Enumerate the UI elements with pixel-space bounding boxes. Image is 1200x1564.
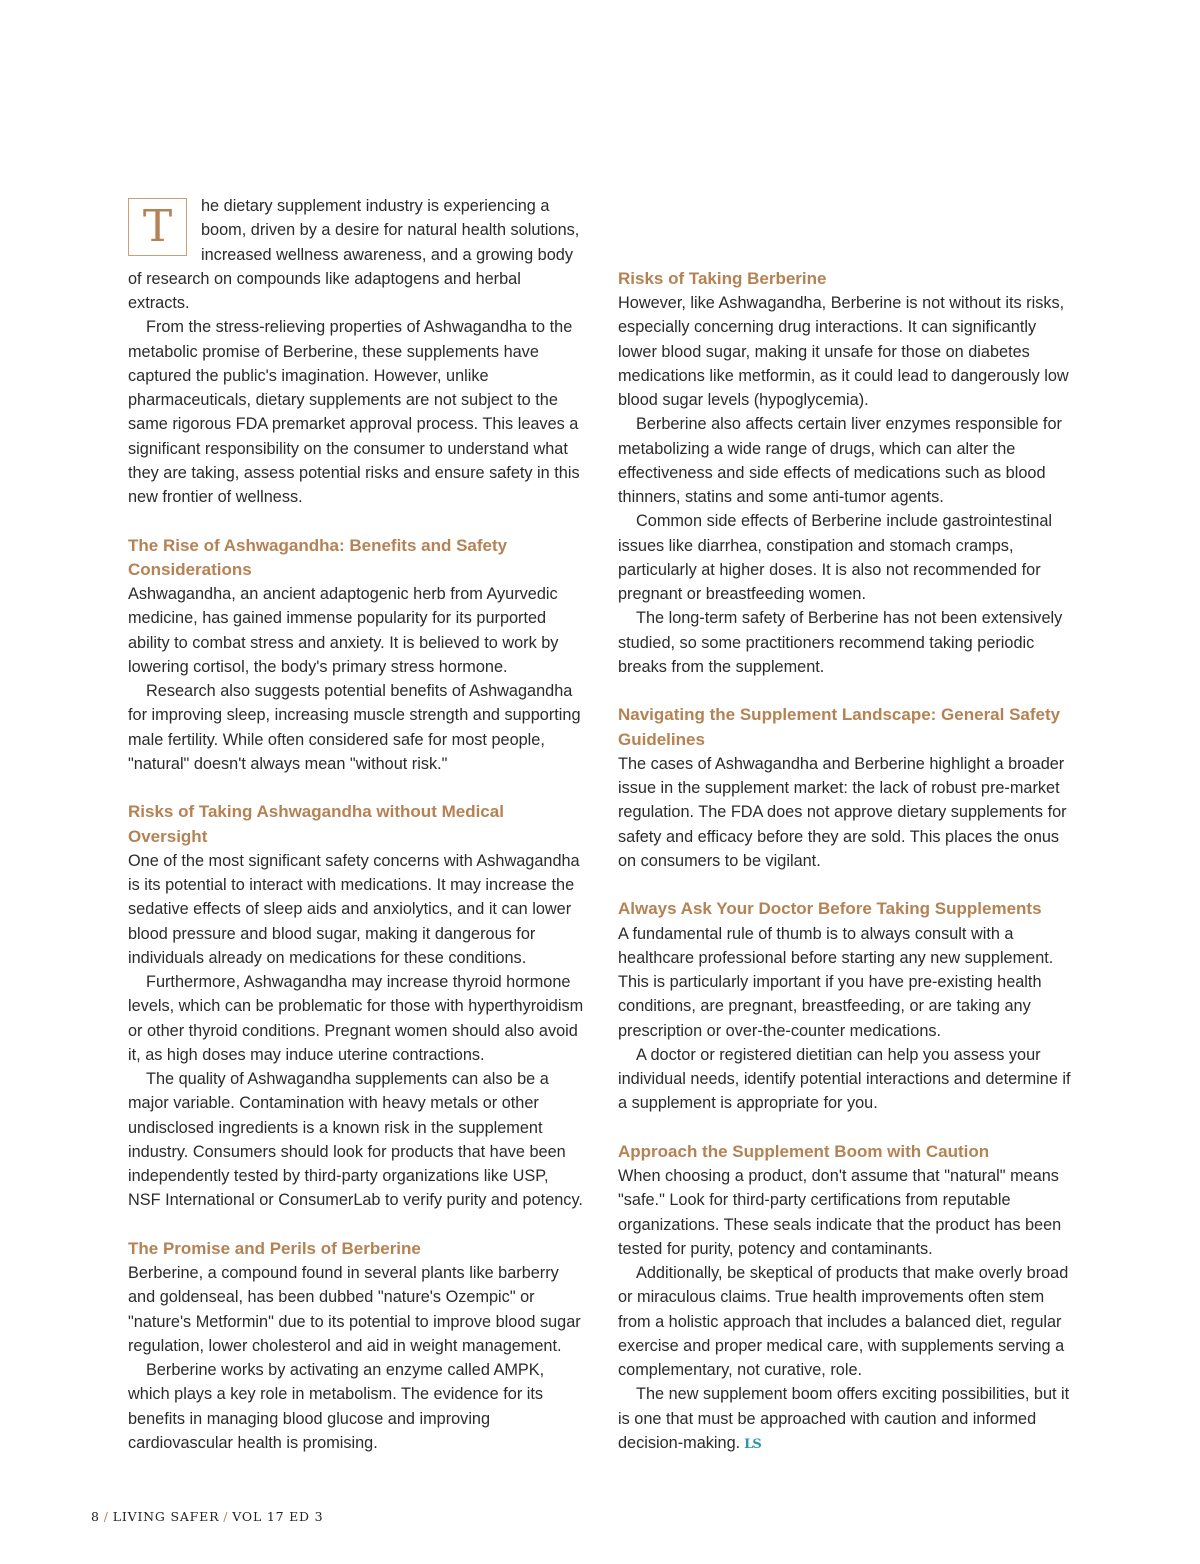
berberine-paragraph-2: Berberine works by activating an enzyme called AMPK, which plays a key role in metabolism. The evidence for its benefits in managing blood glucose and improving cardiovascular health is promising. [128, 1361, 545, 1452]
ashwagandha-risks-paragraph-3: The quality of Ashwagandha supplements can also be a major variable. Contamination with heavy metals or other undisclosed ingredients is a known risk in the supplement industry. Consumers should look for products that have been independently tested by third-party organizations like USP, NSF International or ConsumerLab to verify purity and potency. [128, 1070, 583, 1210]
section-heading-rise: The Rise of Ashwagandha: Benefits and Safety Considerations [128, 535, 508, 579]
berberine-risks-paragraph-3: Common side effects of Berberine include gastrointestinal issues like diarrhea, constipation and stomach cramps, particularly at higher doses. It is also not recommended for pregnant or breastfeeding women. [618, 512, 1052, 603]
berberine-risks-paragraph-1: However, like Ashwagandha, Berberine is not without its risks, especially concerning drug interactions. It can significantly lower blood sugar, making it unsafe for those on diabetes medications like metformin, as it could lead to dangerously low blood sugar levels (hypoglycemia). [618, 294, 1069, 409]
caution-paragraph-1: When choosing a product, don't assume that "natural" means "safe." Look for third-party certifications from reputable organizations. These seals indicate that the product has been tested for purity, potency and contaminants. [618, 1167, 1062, 1258]
section-heading-doctor: Always Ask Your Doctor Before Taking Supplements [618, 899, 1042, 919]
section-heading-berberine-risks: Risks of Taking Berberine [618, 268, 827, 288]
intro-paragraph-1: he dietary supplement industry is experiencing a boom, driven by a desire for natural health solutions, increased wellness awareness, and a growing body of research on compounds like adaptogens and herbal extracts. [128, 197, 580, 312]
berberine-paragraph-1: Berberine, a compound found in several plants like barberry and goldenseal, has been dubbed "nature's Ozempic" or "nature's Metformin" due to its potential to improve blood sugar regulation, lower cholesterol and aid in weight management. [128, 1264, 581, 1355]
navigating-paragraph-1: The cases of Ashwagandha and Berberine highlight a broader issue in the supplement market: the lack of robust pre-market regulation. The FDA does not approve dietary supplements for safety and efficacy before they are sold. This places the onus on consumers to be vigilant. [618, 754, 1067, 870]
end-mark-logo: LS [744, 1436, 761, 1452]
footer-separator: / [223, 1509, 229, 1524]
doctor-paragraph-1: A fundamental rule of thumb is to always consult with a healthcare professional before starting any new supplement. This is particularly important if you have pre-existing health conditions, are pregnant, breastfeeding, or are taking any prescription or over-the-counter medications. [618, 924, 1054, 1040]
ashwagandha-risks-paragraph-1: One of the most significant safety concerns with Ashwagandha is its potential to interact with medications. It may increase the sedative effects of sleep aids and anxiolytics, and it can lower blood pressure and blood sugar, making it dangerous for individuals already on medications for these conditions. [128, 851, 580, 967]
section-heading-berberine: The Promise and Perils of Berberine [128, 1238, 421, 1258]
left-column [128, 194, 584, 1455]
footer-separator: / [103, 1509, 109, 1524]
rise-paragraph-1: Ashwagandha, an ancient adaptogenic herb from Ayurvedic medicine, has gained immense popularity for its purported ability to combat stress and anxiety. It is believed to work by lowering cortisol, the body's primary stress hormone. [128, 585, 559, 676]
rise-paragraph-2: Research also suggests potential benefits of Ashwagandha for improving sleep, increasing muscle strength and supporting male fertility. While often considered safe for most people, "natural" doesn't always mean "without risk." [128, 682, 581, 773]
publication-name: LIVING SAFER [112, 1509, 220, 1524]
issue-label: VOL 17 ED 3 [232, 1509, 324, 1524]
right-column [618, 194, 1074, 1457]
section-heading-ashwagandha-risks: Risks of Taking Ashwagandha without Medical Oversight [128, 802, 504, 846]
berberine-risks-paragraph-2: Berberine also affects certain liver enzymes responsible for metabolizing a wide range of drugs, which can alter the effectiveness and side effects of medications such as blood thinners, statins and some anti-tumor agents. [618, 415, 1062, 506]
page-footer [91, 1509, 323, 1524]
berberine-risks-paragraph-4: The long-term safety of Berberine has not been extensively studied, so some practitioners recommend taking periodic breaks from the supplement. [618, 609, 1063, 676]
drop-cap: T [128, 198, 187, 256]
caution-paragraph-3 [618, 1382, 1074, 1457]
section-heading-navigating: Navigating the Supplement Landscape: General Safety Guidelines [618, 705, 1061, 749]
ashwagandha-risks-paragraph-2: Furthermore, Ashwagandha may increase thyroid hormone levels, which can be problematic for those with hyperthyroidism or other thyroid conditions. Pregnant women should also avoid it, as high doses may induce uterine contractions. [128, 973, 584, 1064]
page-number: 8 [91, 1509, 100, 1524]
caution-paragraph-2: Additionally, be skeptical of products that make overly broad or miraculous claims. True health improvements often stem from a holistic approach that includes a balanced diet, regular exercise and proper medical care, with supplements serving a complementary, not curative, role. [618, 1264, 1069, 1379]
caution-paragraph-3-text: The new supplement boom offers exciting possibilities, but it is one that must be approached with caution and informed decision-making. [618, 1385, 1070, 1452]
doctor-paragraph-2: A doctor or registered dietitian can help you assess your individual needs, identify potential interactions and determine if a supplement is appropriate for you. [618, 1045, 1071, 1113]
section-heading-caution: Approach the Supplement Boom with Caution [618, 1141, 990, 1161]
intro-paragraph-2: From the stress-relieving properties of Ashwagandha to the metabolic promise of Berberine, these supplements have captured the public's imagination. However, unlike pharmaceuticals, dietary supplements are not subject to the same rigorous FDA premarket approval process. This leaves a significant responsibility on the consumer to understand what they are taking, assess potential risks and ensure safety in this new frontier of wellness. [128, 318, 580, 506]
